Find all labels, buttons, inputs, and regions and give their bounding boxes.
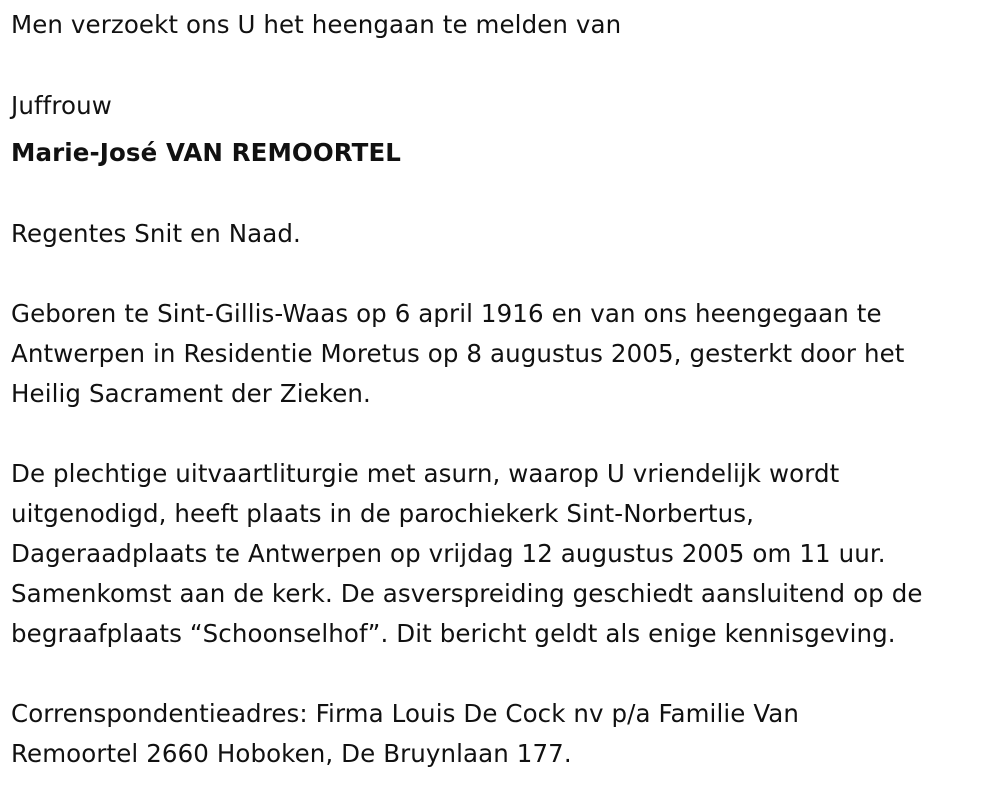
paragraph-line: Remoortel 2660 Hoboken, De Bruynlaan 177. bbox=[11, 739, 572, 768]
paragraph-line: Correnspondentieadres: Firma Louis De Cock nv p/a Familie Van bbox=[11, 699, 800, 728]
deceased-name: Marie-José VAN REMOORTEL bbox=[11, 138, 402, 167]
paragraph-line: begraafplaats “Schoonselhof”. Dit bericht geldt als enige kennisgeving. bbox=[11, 619, 896, 648]
paragraph-line: De plechtige uitvaartliturgie met asurn, waarop U vriendelijk wordt bbox=[11, 459, 840, 488]
honorific: Juffrouw bbox=[11, 91, 112, 120]
paragraph-line: Heilig Sacrament der Zieken. bbox=[11, 379, 371, 408]
paragraph-line: uitgenodigd, heeft plaats in de parochiekerk Sint-Norbertus, bbox=[11, 499, 754, 528]
paragraph-line: Samenkomst aan de kerk. De asverspreiding geschiedt aansluitend op de bbox=[11, 579, 923, 608]
occupation: Regentes Snit en Naad. bbox=[11, 219, 301, 248]
paragraph-line: Geboren te Sint-Gillis-Waas op 6 april 1916 en van ons heengegaan te bbox=[11, 299, 882, 328]
intro-text: Men verzoekt ons U het heengaan te melden van bbox=[11, 10, 622, 39]
paragraph-line: Dageraadplaats te Antwerpen op vrijdag 12 augustus 2005 om 11 uur. bbox=[11, 539, 886, 568]
paragraph-line: Antwerpen in Residentie Moretus op 8 augustus 2005, gesterkt door het bbox=[11, 339, 905, 368]
